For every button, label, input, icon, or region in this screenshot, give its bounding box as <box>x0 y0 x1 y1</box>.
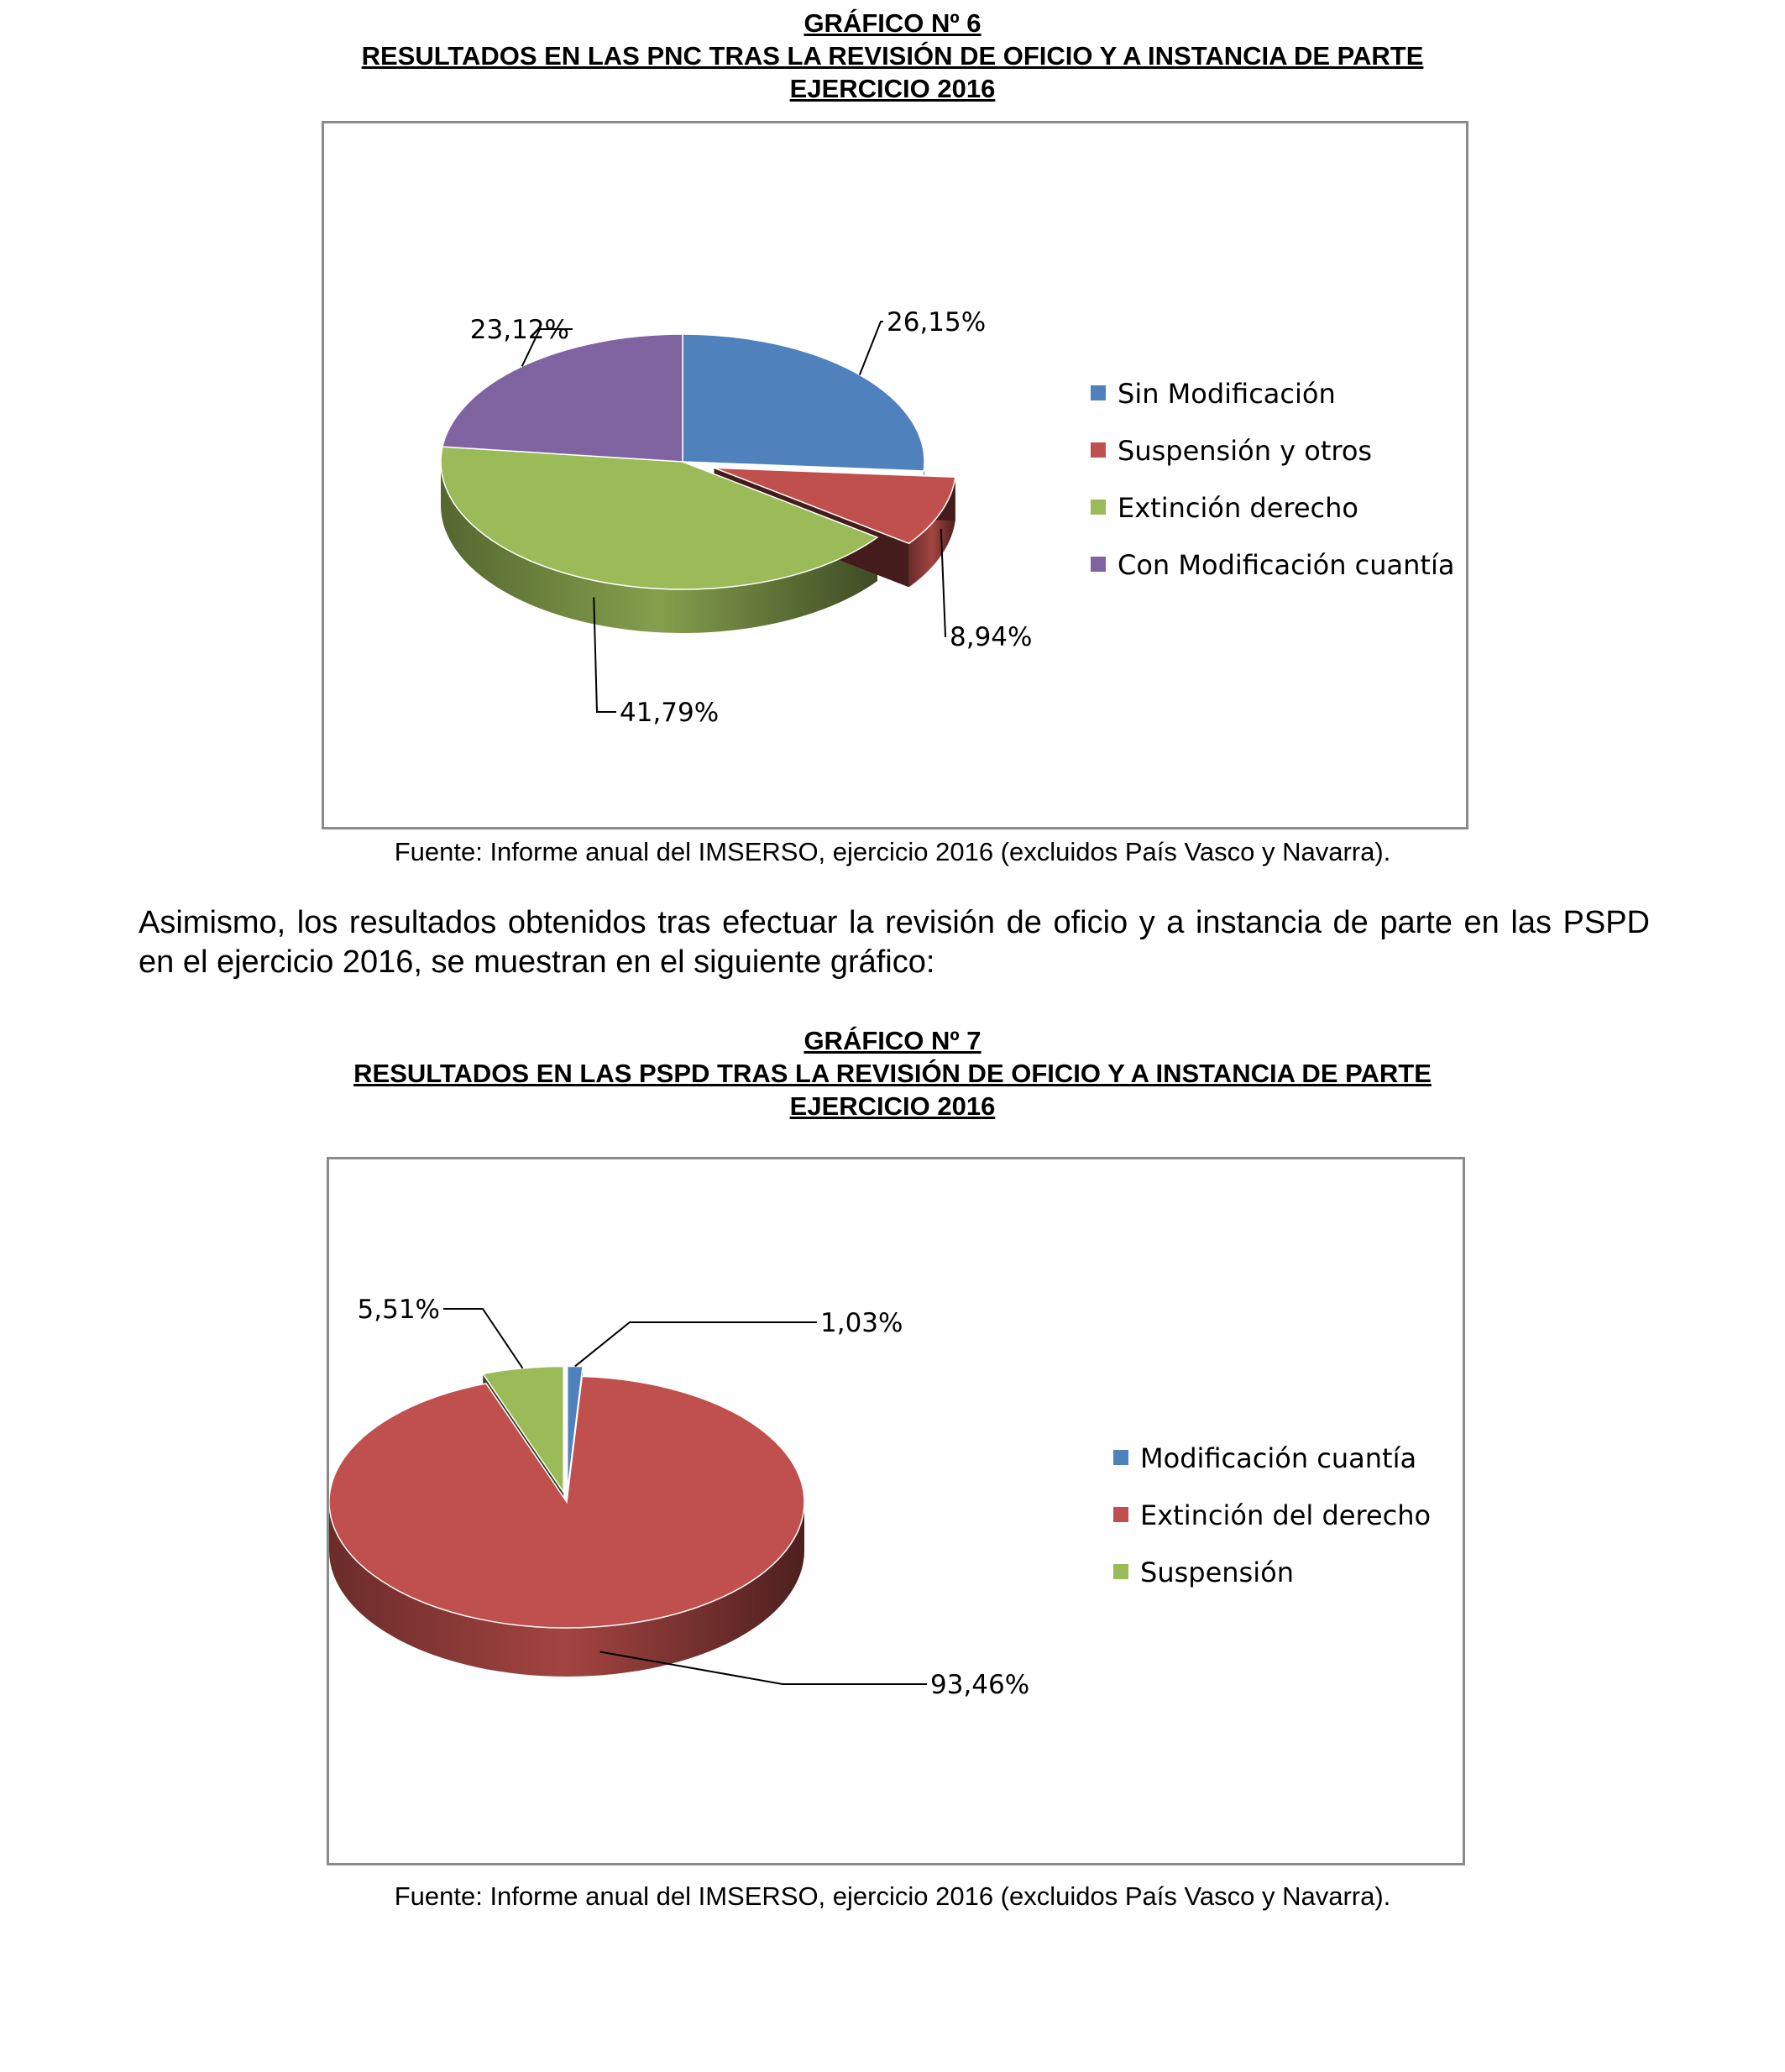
chart6-frame <box>322 121 1468 829</box>
chart7-frame <box>327 1157 1465 1865</box>
chart7-period: EJERCICIO 2016 <box>789 1091 996 1121</box>
slice-sin-modificacion <box>683 334 924 471</box>
chart6-title-block <box>0 7 1785 105</box>
body-paragraph: Asimismo, los resultados obtenidos tras efectuar la revisión de oficio y a instancia de parte en las PSPD en el ejercicio 2016, se muestran en el siguiente gráfico: <box>139 905 1650 980</box>
chart6-title: GRÁFICO Nº 6 <box>804 8 981 38</box>
data-label-extincion-del-derecho: 93,46% <box>930 1670 1030 1700</box>
legend-swatch-con-modificacion-cuantia <box>1091 557 1106 572</box>
data-label-suspension: 5,51% <box>357 1295 440 1325</box>
chart7-source: Fuente: Informe anual del IMSERSO, ejercicio 2016 (excluidos País Vasco y Navarra). <box>394 1881 1391 1911</box>
chart7-plot <box>329 1159 1463 1863</box>
legend-label-extincion-del-derecho: Extinción del derecho <box>1140 1499 1432 1531</box>
legend-label-suspension-y-otros: Suspensión y otros <box>1118 435 1373 467</box>
legend-label-con-modificacion-cuantia: Con Modificación cuantía <box>1118 549 1455 581</box>
legend-swatch-suspension <box>1113 1564 1128 1579</box>
legend-swatch-extincion-derecho <box>1091 500 1106 515</box>
legend-swatch-modificacion-cuantia <box>1113 1450 1128 1465</box>
chart6-subtitle: RESULTADOS EN LAS PNC TRAS LA REVISIÓN DE OFICIO Y A INSTANCIA DE PARTE <box>361 41 1424 71</box>
legend-swatch-extincion-del-derecho <box>1113 1507 1128 1522</box>
slice-con-modificacion-cuantia <box>442 334 683 462</box>
chart7-title-block <box>0 1024 1785 1122</box>
legend-label-suspension: Suspensión <box>1140 1557 1294 1588</box>
leader-line-suspension <box>443 1309 522 1368</box>
leader-line-modificacion-cuantia <box>575 1322 817 1366</box>
chart6-source: Fuente: Informe anual del IMSERSO, ejercicio 2016 (excluidos País Vasco y Navarra). <box>394 837 1391 866</box>
chart7-title: GRÁFICO Nº 7 <box>804 1026 981 1055</box>
chart6-plot <box>324 123 1466 827</box>
legend-label-modificacion-cuantia: Modificación cuantía <box>1140 1442 1417 1474</box>
data-label-modificacion-cuantia: 1,03% <box>820 1308 903 1338</box>
legend-label-sin-modificacion: Sin Modificación <box>1118 378 1336 410</box>
data-label-suspension-y-otros: 8,94% <box>950 622 1033 652</box>
legend-swatch-suspension-y-otros <box>1091 442 1106 458</box>
data-label-con-modificacion-cuantia: 23,12% <box>469 315 569 345</box>
chart7-subtitle: RESULTADOS EN LAS PSPD TRAS LA REVISIÓN DE OFICIO Y A INSTANCIA DE PARTE <box>353 1059 1432 1088</box>
data-label-sin-modificacion: 26,15% <box>887 307 987 337</box>
chart6-period: EJERCICIO 2016 <box>789 74 996 103</box>
leader-line-sin-modificacion <box>860 322 883 374</box>
legend-label-extincion-derecho: Extinción derecho <box>1118 492 1358 524</box>
data-label-extincion-derecho: 41,79% <box>620 698 720 728</box>
legend-swatch-sin-modificacion <box>1091 385 1106 400</box>
